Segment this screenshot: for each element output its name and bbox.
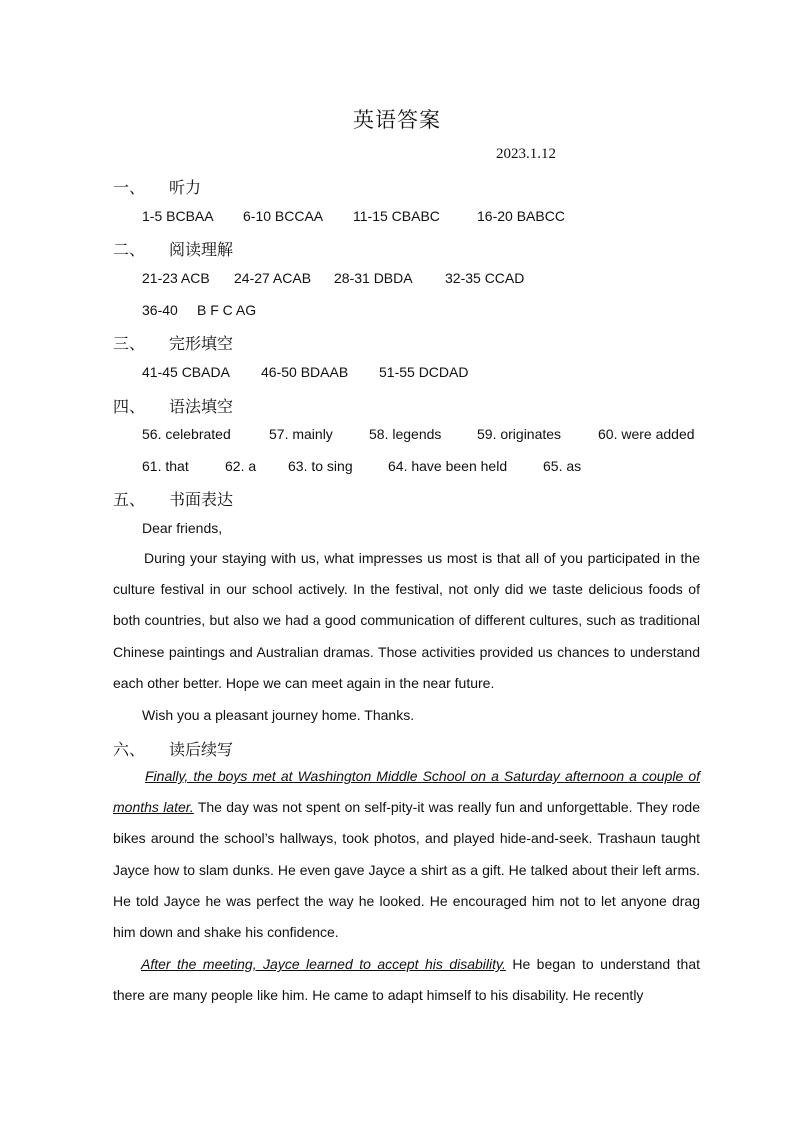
section-name: 读后续写 bbox=[169, 740, 234, 759]
section-2-heading bbox=[113, 237, 233, 260]
answer-item: 62. a bbox=[225, 458, 257, 474]
continuation-paragraph-2 bbox=[113, 949, 700, 1011]
exam-date: 2023.1.12 bbox=[496, 146, 556, 162]
answer-item: 63. to sing bbox=[288, 458, 353, 474]
letter-body: During your staying with us, what impresses us most is that all of you participated in the culture festival in our school actively. In the festival, not only did we taste delicious foods of both countries, but also we had a good communication of different cultures, such as traditional Chinese paintings and Australian dramas. Those activities provided us chances to understand each other better. Hope we can meet again in the near future. bbox=[113, 550, 700, 691]
section-3-heading bbox=[113, 331, 233, 354]
answer-item: 64. have been held bbox=[388, 458, 508, 474]
answer-item: 58. legends bbox=[369, 426, 442, 442]
given-opening-sentence: Finally, the boys met at Washington Middle School on a Saturday afternoon a couple of months later. bbox=[113, 768, 700, 816]
section-4-heading bbox=[113, 394, 233, 417]
section-6-heading bbox=[113, 737, 233, 760]
continuation-paragraph-1 bbox=[113, 761, 700, 948]
answer-range: 36-40 bbox=[142, 302, 178, 318]
page-title: 英语答案 bbox=[353, 108, 441, 132]
answer-group: 51-55 DCDAD bbox=[379, 364, 469, 380]
answer-group: 32-35 CCAD bbox=[445, 270, 525, 286]
section-name: 阅读理解 bbox=[169, 240, 234, 259]
answer-item: 65. as bbox=[543, 458, 582, 474]
section-number: 六、 bbox=[113, 740, 146, 759]
answer-group: 46-50 BDAAB bbox=[261, 364, 349, 380]
section-5-heading bbox=[113, 487, 233, 510]
answer-group: 6-10 BCCAA bbox=[243, 208, 324, 224]
answer-item: 61. that bbox=[142, 458, 189, 474]
letter-greeting: Dear friends, bbox=[142, 520, 223, 536]
section-number: 四、 bbox=[113, 397, 146, 416]
answer-group: 11-15 CBABC bbox=[353, 208, 440, 224]
answer-group: 24-27 ACAB bbox=[234, 270, 312, 286]
answer-item: 56. celebrated bbox=[142, 426, 231, 442]
section-1-heading bbox=[113, 175, 201, 198]
section-name: 完形填空 bbox=[169, 334, 234, 353]
section-number: 一、 bbox=[113, 178, 146, 197]
section-number: 三、 bbox=[113, 334, 146, 353]
answer-item: 59. originates bbox=[477, 426, 562, 442]
paragraph-text: The day was not spent on self-pity-it was really fun and unforgettable. They rode bikes around the school’s hallways, took photos, and played hide-and-seek. Trashaun taught Jayce how to slam dunks. He even gave Jayce a shirt as a gift. He talked about their left arms. He told Jayce he was perfect the way he looked. He encouraged him not to let anyone drag him down and shake his confidence. bbox=[113, 799, 700, 941]
answer-group: 16-20 BABCC bbox=[477, 208, 565, 224]
letter-closing: Wish you a pleasant journey home. Thanks. bbox=[142, 707, 415, 723]
section-number: 二、 bbox=[113, 240, 146, 259]
answer-group: 41-45 CBADA bbox=[142, 364, 230, 380]
answer-group: 1-5 BCBAA bbox=[142, 208, 214, 224]
answer-group: 21-23 ACB bbox=[142, 270, 210, 286]
paragraph-text: He began to understand that there are many people like him. He came to adapt himself to his disability. He recently bbox=[113, 956, 701, 1004]
section-number: 五、 bbox=[113, 490, 146, 509]
section-name: 书面表达 bbox=[169, 490, 234, 509]
given-opening-sentence: After the meeting, Jayce learned to accept his disability. bbox=[141, 956, 506, 972]
section-name: 语法填空 bbox=[169, 397, 234, 416]
answer-item: 60. were added bbox=[598, 426, 695, 442]
answer-group: 28-31 DBDA bbox=[334, 270, 413, 286]
answer-item: 57. mainly bbox=[269, 426, 333, 442]
section-name: 听力 bbox=[169, 178, 202, 197]
answer-letters: B F C AG bbox=[197, 302, 257, 318]
